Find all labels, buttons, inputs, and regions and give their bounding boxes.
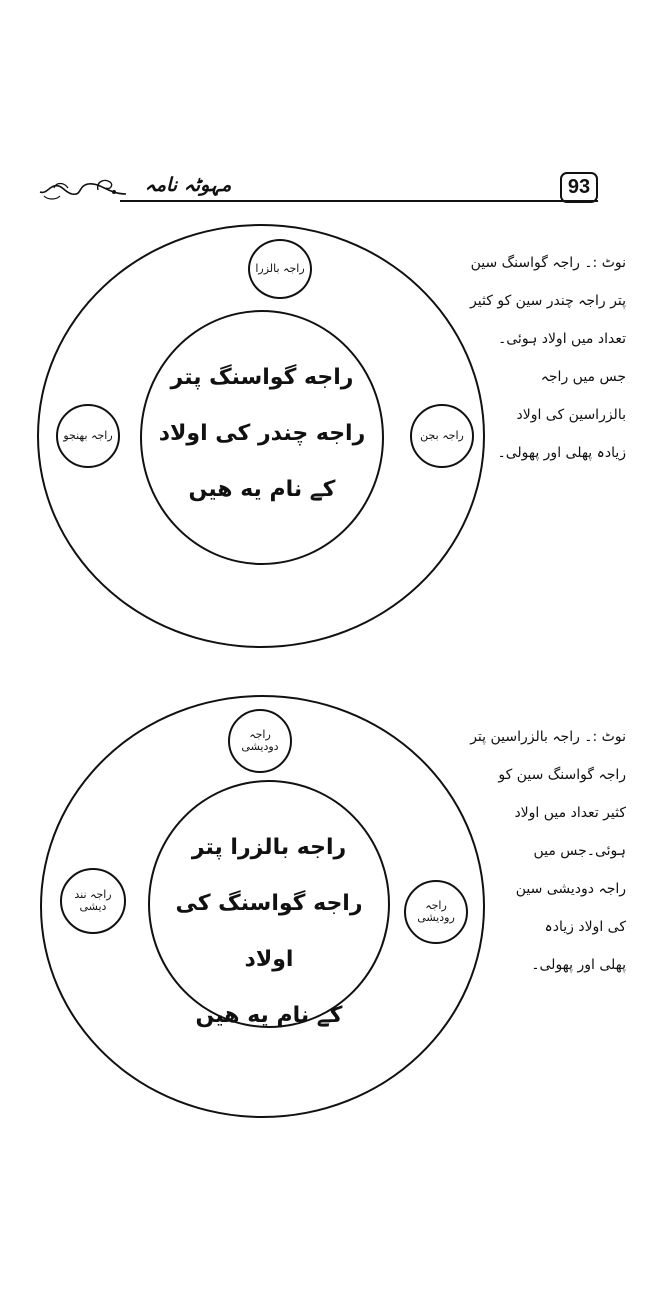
note-line: راجہ دودیشی سین — [515, 881, 626, 897]
page-number: 93 — [560, 172, 598, 203]
center-line: کے نام یه هیں — [195, 1003, 343, 1028]
note-line: بالزراسین کی اولاد — [516, 407, 626, 423]
note-line: کی اولاد زیادہ — [544, 919, 626, 935]
center-line: کے نام یه هیں — [188, 477, 336, 502]
note-line: زیادہ پھلی اور پھولی۔ — [497, 445, 626, 461]
child-circle-top: راجہ بالزرا — [248, 239, 312, 299]
note-line: نوٹ :۔ راجہ گواسنگ سین — [470, 255, 626, 271]
note-line: تعداد میں اولاد ہوئی۔ — [498, 331, 626, 347]
side-note — [440, 244, 626, 472]
child-circle-left: راجہ بھنجو — [56, 404, 120, 468]
child-circle-top: راجہ دودیشی — [228, 709, 292, 773]
center-line: راجه گواسنگ پتر — [170, 365, 354, 390]
child-circle-left: راجہ نند دیشی — [60, 868, 126, 934]
center-line: راجه چندر کی اولاد — [158, 421, 366, 446]
side-note — [420, 718, 626, 984]
center-title — [150, 350, 374, 518]
header-rule — [120, 200, 598, 202]
note-line: راجہ گواسنگ سین کو — [498, 767, 626, 783]
note-line: پتر راجہ چندر سین کو کثیر — [470, 293, 626, 309]
floral-ornament-icon — [38, 176, 128, 202]
child-circle-right: راجہ رودیشی — [404, 880, 468, 944]
note-line: نوٹ :۔ راجہ بالزراسین پتر — [470, 729, 626, 745]
center-title — [152, 820, 386, 1044]
child-circle-right: راجہ بجن — [410, 404, 474, 468]
book-title: مہوٹہ نامہ — [144, 174, 232, 196]
note-line: کثیر تعداد میں اولاد — [514, 805, 626, 821]
note-line: پھلی اور پھولی۔ — [531, 957, 626, 973]
note-line: جس میں راجہ — [540, 369, 626, 385]
note-line: ہوئی۔جس میں — [533, 843, 626, 859]
center-line: راجه بالزرا پتر — [191, 835, 347, 860]
center-line: راجه گواسنگ کی اولاد — [175, 891, 363, 972]
